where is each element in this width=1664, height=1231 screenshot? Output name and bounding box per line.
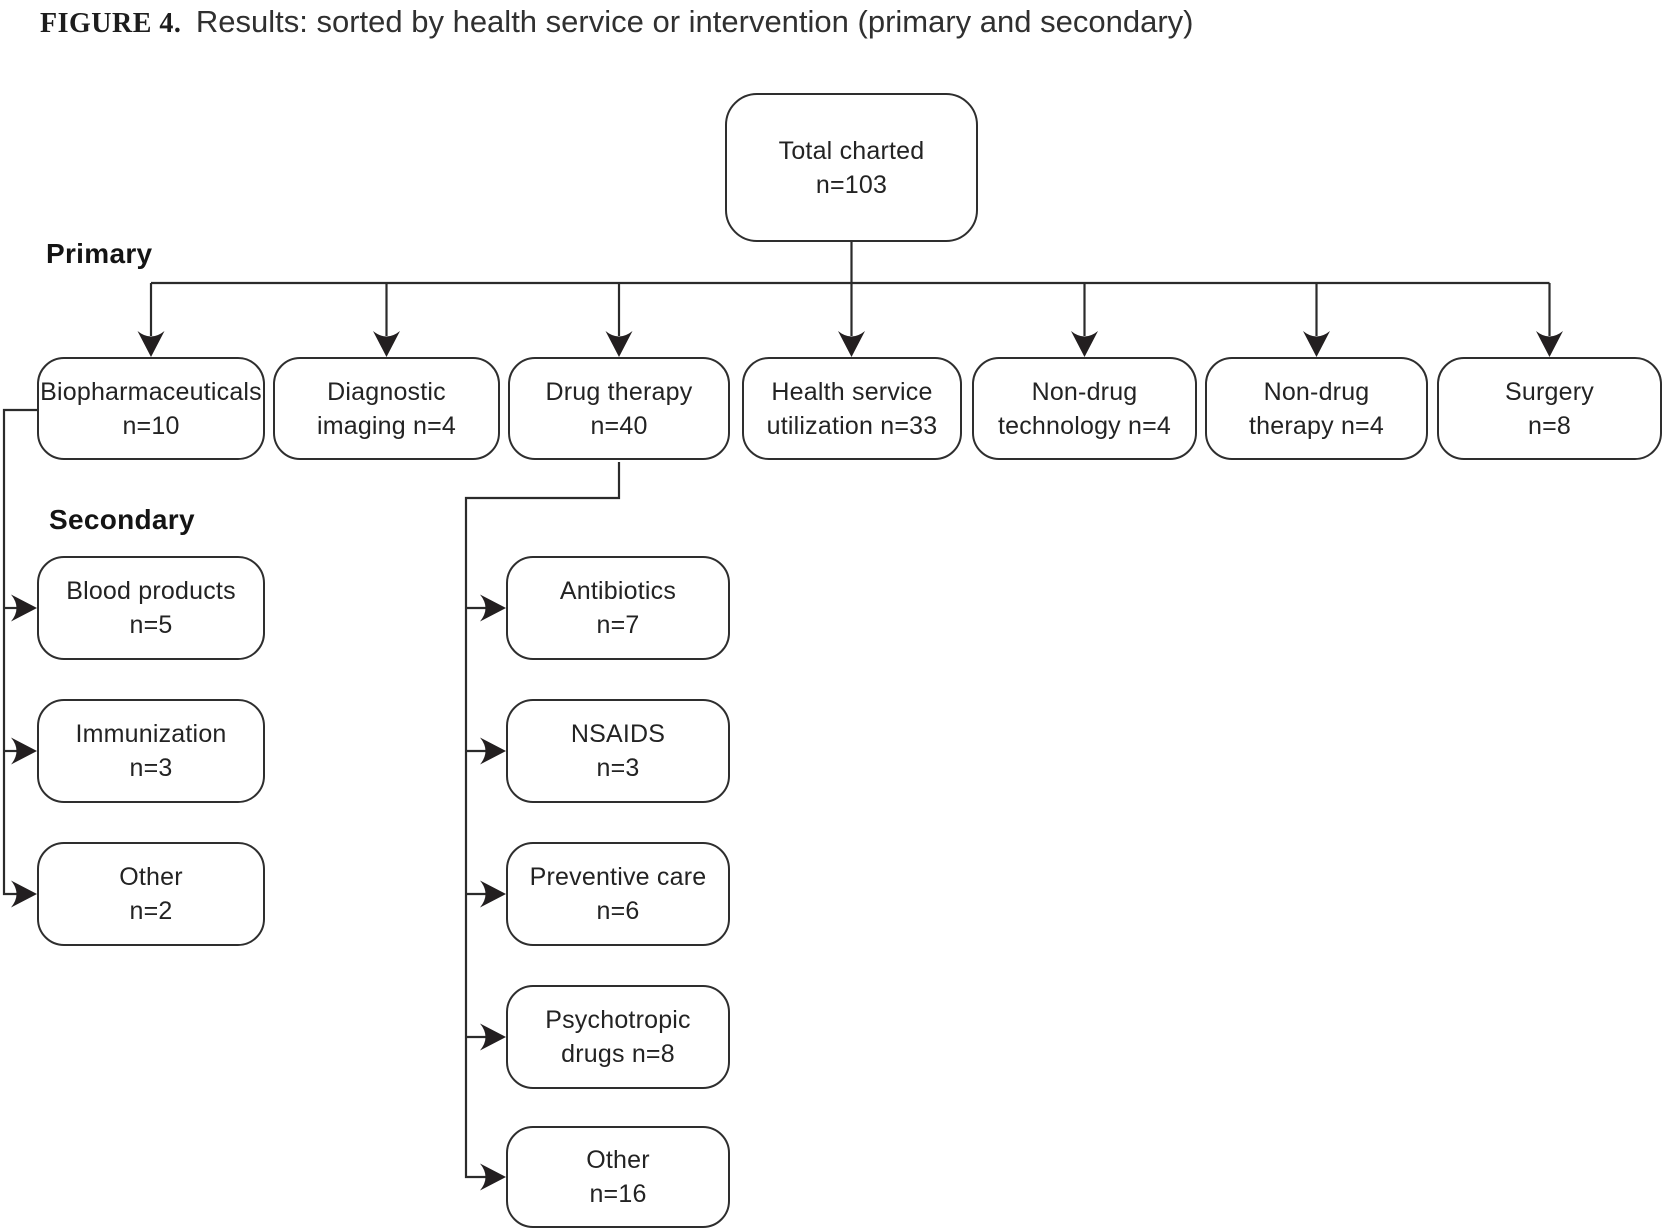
node-count: n=7 [596,611,640,639]
node-total-charted [725,93,978,242]
node-label: Total charted [778,136,925,165]
node-label: Other [119,863,183,891]
figure-label: FIGURE 4. [40,8,182,39]
node-label: Non-drug [1031,377,1138,406]
node-label: Diagnostic [327,377,446,406]
node-count: n=2 [129,897,173,925]
line-biopharm-rail [4,410,37,894]
node-label: Antibiotics [559,577,677,605]
node-diagnostic-imaging [273,357,500,460]
node-label: Blood products [66,577,236,605]
node-other-biopharmaceuticals [37,842,265,946]
node-count: imaging n=4 [316,411,457,440]
node-other-drug-therapy [506,1126,730,1228]
node-biopharmaceuticals [37,357,265,460]
node-count: n=10 [122,411,180,440]
node-count: n=5 [129,611,173,639]
node-count: n=103 [815,170,888,199]
node-label: Non-drug [1263,377,1370,406]
node-count: n=3 [129,754,173,782]
node-label: Immunization [75,720,227,748]
node-psychotropic-drugs [506,985,730,1089]
node-count: n=40 [590,411,648,440]
primary-section-label: Primary [46,238,153,269]
secondary-section-label: Secondary [49,504,195,535]
node-label: Other [586,1146,650,1174]
node-label: Preventive care [529,863,707,891]
node-count: n=3 [596,754,640,782]
node-count: drugs n=8 [561,1040,675,1068]
node-preventive-care [506,842,730,946]
node-count: technology n=4 [997,411,1172,440]
node-label: Surgery [1505,377,1594,406]
node-immunization [37,699,265,803]
node-nsaids [506,699,730,803]
node-label: Biopharmaceuticals [40,377,262,406]
node-label: Health service [771,377,933,406]
node-non-drug-technology [972,357,1197,460]
node-count: n=6 [596,897,640,925]
node-blood-products [37,556,265,660]
node-count: n=8 [1527,411,1571,440]
node-health-service-utilization [742,357,962,460]
node-surgery [1437,357,1662,460]
node-non-drug-therapy [1205,357,1428,460]
node-label: Psychotropic [545,1006,691,1034]
node-count: n=16 [589,1180,647,1208]
node-count: therapy n=4 [1249,411,1384,440]
node-label: NSAIDS [570,720,666,748]
node-count: utilization n=33 [766,411,938,440]
node-drug-therapy [508,357,730,460]
figure-title: Results: sorted by health service or intervention (primary and secondary) [195,4,1194,39]
node-antibiotics [506,556,730,660]
node-label: Drug therapy [545,377,693,406]
